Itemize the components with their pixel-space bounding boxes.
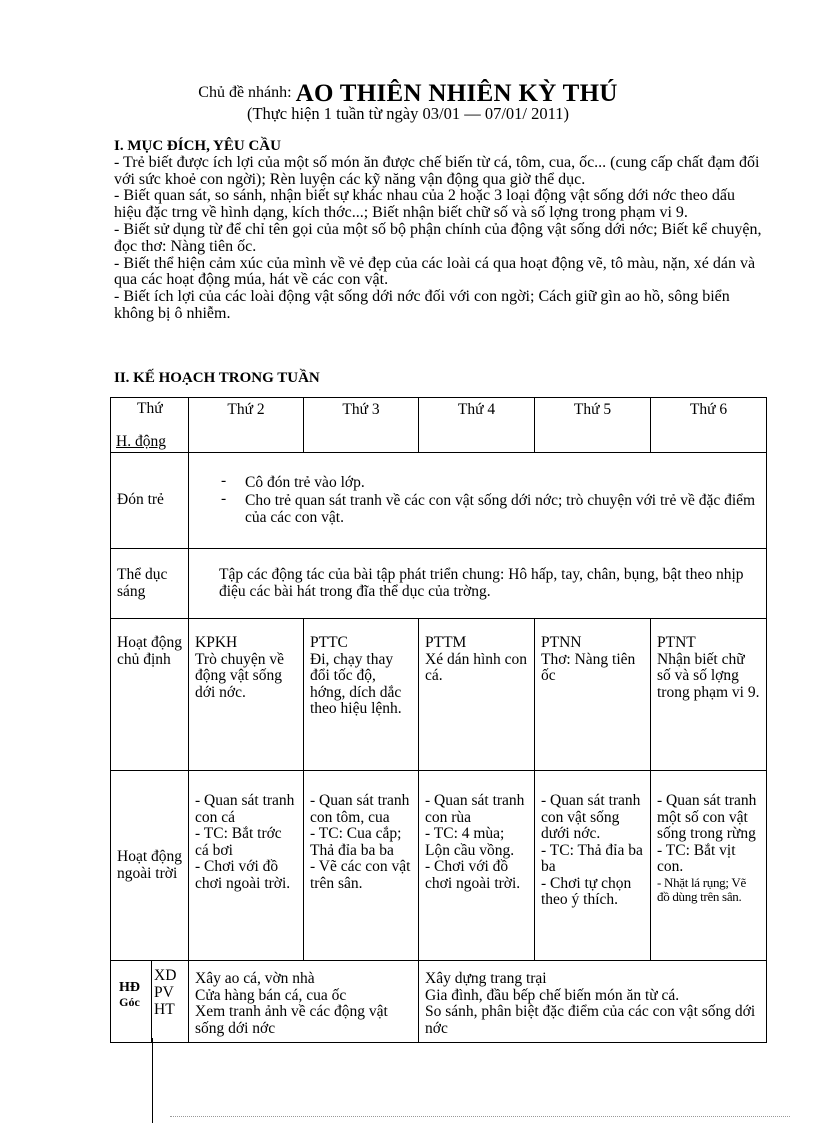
goc-label-bottom: Góc — [119, 995, 140, 1009]
list-item: - Cô đón trẻ vào lớp. — [219, 475, 760, 492]
day-header: Thứ 5 — [535, 398, 651, 453]
table-cell: KPKH Trò chuyện về động vật sống dới nớc. — [189, 619, 304, 771]
objective-paragraph: - Biết ích lợi của các loài động vật sống dới nớc đối với con ngời; Cách giữ gìn ao hồ, sông biển không bị ô nhiễm. — [114, 288, 730, 322]
title-main: AO THIÊN NHIÊN KỲ THÚ — [295, 80, 618, 107]
table-cell: - Quan sát tranh con tôm, cua - TC: Cua cắp; Thả đỉa ba ba - Vẽ các con vật trên sân. — [304, 771, 419, 961]
table-cell: - Quan sát tranh con rùa - TC: 4 mùa; Lộn cầu vồng. - Chơi với đồ chơi ngoài trời. — [419, 771, 535, 961]
table-cell: PTNN Thơ: Nàng tiên ốc — [535, 619, 651, 771]
goc-label-top: HĐ — [119, 980, 140, 995]
title-prefix: Chủ đề nhánh: — [198, 84, 292, 101]
table-cell: PTNT Nhận biết chữ số và số lợng trong phạm vi 9. — [651, 619, 767, 771]
objective-paragraph: - Biết quan sát, so sánh, nhận biết sự khác nhau của 2 hoặc 3 loại động vật sống dới nớc theo dấu hiệu đặc trng về hình dạng, kích thớc...; Biết nhận biết chữ số và số lợng trong phạm vi 9. — [114, 187, 736, 222]
table-cell: - Quan sát tranh con vật sống dưới nớc. - TC: Thả đỉa ba ba - Chơi tự chọn theo ý thích. — [535, 771, 651, 961]
row-label: Hoạt động ngoài trời — [111, 771, 189, 961]
goc-left-content: Xây ao cá, vờn nhà Cửa hàng bán cá, cua ốc Xem tranh ảnh về các động vật sống dới nớc — [189, 961, 419, 1043]
the-duc-content: Tập các động tác của bài tập phát triển chung: Hô hấp, tay, chân, bụng, bật theo nhịp điệu các bài hát trong đĩa thể dục của trờng. — [189, 549, 767, 619]
row-label: Đón trẻ — [111, 453, 189, 549]
cell-small-text: - Nhặt lá rụng; Vẽ đồ dùng trên sân. — [657, 874, 746, 904]
day-header: Thứ 6 — [651, 398, 767, 453]
margin-line — [152, 1038, 153, 1123]
table-row-ngoai-troi — [111, 771, 767, 961]
corner-activity-label: H. động — [116, 433, 166, 450]
cell-text: - Quan sát tranh một số con vật sống trong rừng - TC: Bắt vịt con. — [657, 792, 757, 875]
section2-heading: II. KẾ HOẠCH TRONG TUẦN — [114, 370, 320, 386]
section-plan — [114, 370, 764, 387]
goc-sub: XD — [154, 967, 177, 984]
don-tre-content — [189, 453, 767, 549]
row-label: Thể dục sáng — [111, 549, 189, 619]
objective-paragraph: - Trẻ biết được ích lợi của một số món ăn được chế biến từ cá, tôm, cua, ốc... (cung cấp chất đạm đối với sức khoẻ con ngời); Rèn luyện các kỹ năng vận động qua giờ thể dục. — [114, 153, 760, 188]
table-row-chu-dinh — [111, 619, 767, 771]
goc-right-content: Xây dựng trang trại Gia đình, đầu bếp chế biến món ăn từ cá. So sánh, phân biệt đặc điểm của các con vật sống dới nớc — [419, 961, 767, 1043]
table-cell — [651, 771, 767, 961]
section1-heading: I. MỤC ĐÍCH, YÊU CẦU — [114, 138, 281, 154]
goc-sub: HT — [154, 1001, 175, 1018]
day-header: Thứ 3 — [304, 398, 419, 453]
list-item: - Cho trẻ quan sát tranh về các con vật sống dới nớc; trò chuyện với trẻ về đặc điểm của các con vật. — [219, 493, 760, 526]
dotted-footer-line — [170, 1116, 790, 1117]
corner-day-label: Thứ — [137, 400, 163, 417]
table-row-the-duc — [111, 549, 767, 619]
day-header: Thứ 2 — [189, 398, 304, 453]
subtitle: (Thực hiện 1 tuần từ ngày 03/01 — 07/01/ 2011) — [246, 104, 570, 123]
table-header-row — [111, 398, 767, 453]
table-cell: PTTC Đi, chạy thay đổi tốc độ, hớng, dích dắc theo hiệu lệnh. — [304, 619, 419, 771]
table-row-don-tre — [111, 453, 767, 549]
table-row-goc — [111, 961, 767, 1043]
corner-cell — [111, 398, 189, 453]
goc-label-cell — [111, 961, 189, 1043]
weekly-plan-table — [110, 397, 767, 1043]
section-objectives — [114, 138, 764, 323]
table-cell: - Quan sát tranh con cá - TC: Bắt trớc cá bơi - Chơi với đồ chơi ngoài trời. — [189, 771, 304, 961]
goc-label — [119, 981, 140, 1010]
day-header: Thứ 4 — [419, 398, 535, 453]
goc-sub-labels — [151, 961, 184, 1042]
goc-sub: PV — [154, 984, 174, 1001]
table-cell: PTTM Xé dán hình con cá. — [419, 619, 535, 771]
row-label: Hoạt động chủ định — [111, 619, 189, 771]
objective-paragraph: - Biết thể hiện cảm xúc của mình về vẻ đẹp của các loài cá qua hoạt động vẽ, tô màu, nặn, xé dán và qua các hoạt động múa, hát về các con vật. — [114, 254, 756, 289]
objective-paragraph: - Biết sử dụng từ để chỉ tên gọi của một số bộ phận chính của động vật sống dới nớc; Biết kể chuyện, đọc thơ: Nàng tiên ốc. — [114, 220, 762, 255]
